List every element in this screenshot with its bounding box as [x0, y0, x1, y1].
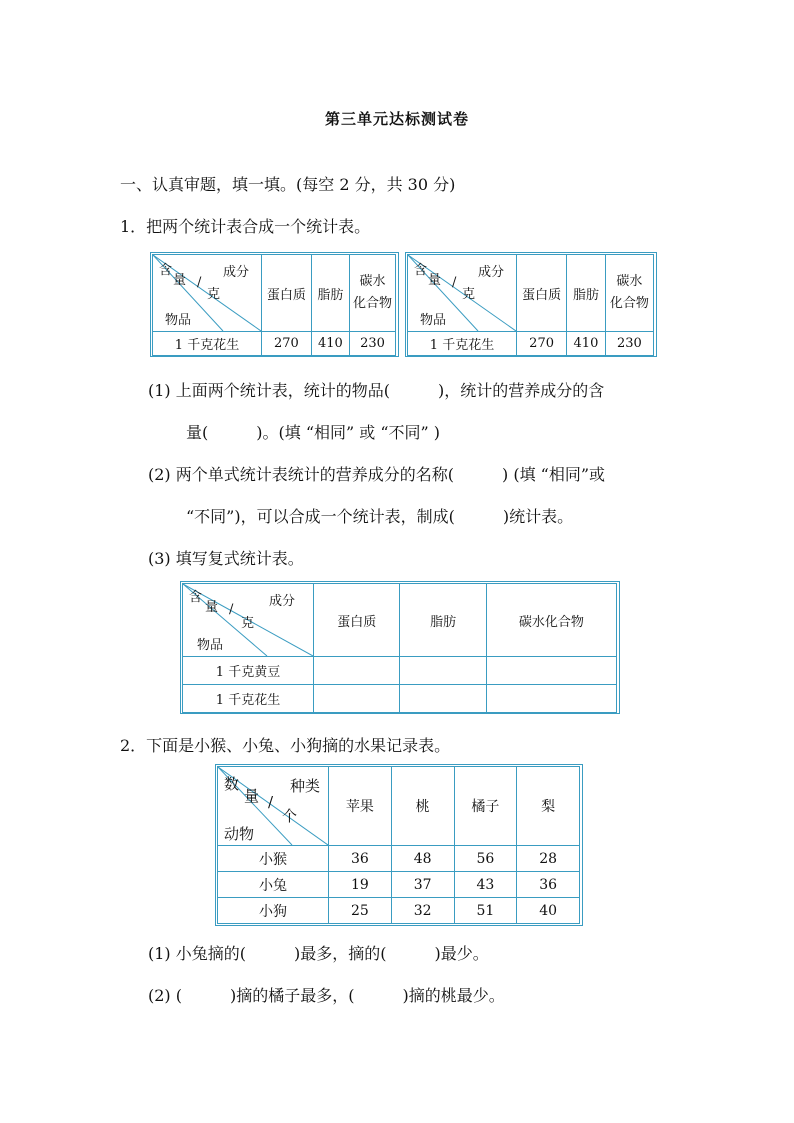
- table-corner-header: 含 量 / 克 成分 物品: [183, 584, 313, 656]
- header-fat: 脂肪: [567, 255, 606, 332]
- table-corner-header: 含 量 / 克 成分 物品: [153, 255, 261, 331]
- q1-sub2-line2: “不同”)，可以合成一个统计表，制成( )统计表。: [186, 507, 574, 526]
- stat-table-b: [407, 254, 654, 356]
- table-corner-header: 含 量 / 克 成分 物品: [408, 255, 516, 331]
- q1-sub1-line2: 量( )。(填 “相同” 或 “不同” ): [186, 423, 441, 442]
- table-corner-header: 数 量 / 个 种类 动物: [218, 767, 328, 845]
- compound-table-blank: [182, 583, 617, 713]
- section-heading: 一、认真审题，填一填。(每空 2 分，共 30 分): [120, 175, 456, 194]
- header-apple: 苹果: [329, 767, 392, 846]
- q1-sub1-line1: (1) 上面两个统计表，统计的物品( )，统计的营养成分的含: [148, 381, 605, 400]
- fruit-record-table: [217, 766, 580, 924]
- q1-sub3: (3) 填写复式统计表。: [148, 549, 304, 568]
- header-fat: 脂肪: [311, 255, 349, 332]
- q2-sub2: (2) ( )摘的橘子最多，( )摘的桃最少。: [148, 986, 505, 1005]
- table-row: 小狗 25 32 51 40: [218, 898, 580, 924]
- header-orange: 橘子: [454, 767, 517, 846]
- question-1-text: 1．把两个统计表合成一个统计表。: [120, 217, 371, 236]
- header-carb: 碳水 化合物: [350, 255, 396, 332]
- header-carb: 碳水化合物: [486, 584, 616, 657]
- header-pear: 梨: [517, 767, 580, 846]
- header-peach: 桃: [391, 767, 454, 846]
- table-row: 1 千克黄豆: [183, 657, 617, 685]
- table-row: 小兔 19 37 43 36: [218, 872, 580, 898]
- table-row: 1 千克花生 270 410 230: [408, 332, 654, 356]
- header-protein: 蛋白质: [314, 584, 400, 657]
- question-2-text: 2．下面是小猴、小兔、小狗摘的水果记录表。: [120, 736, 451, 755]
- stat-table-a: [152, 254, 396, 356]
- q1-sub2-line1: (2) 两个单式统计表统计的营养成分的名称( ) (填 “相同”或: [148, 465, 606, 484]
- page-title: 第三单元达标测试卷: [324, 110, 469, 128]
- header-fat: 脂肪: [400, 584, 486, 657]
- q2-sub1: (1) 小兔摘的( )最多，摘的( )最少。: [148, 944, 489, 963]
- table-row: 1 千克花生: [183, 685, 617, 713]
- header-protein: 蛋白质: [517, 255, 567, 332]
- header-carb: 碳水 化合物: [605, 255, 653, 332]
- table-row: 小猴 36 48 56 28: [218, 846, 580, 872]
- header-protein: 蛋白质: [262, 255, 312, 332]
- table-row: 1 千克花生 270 410 230: [153, 332, 396, 356]
